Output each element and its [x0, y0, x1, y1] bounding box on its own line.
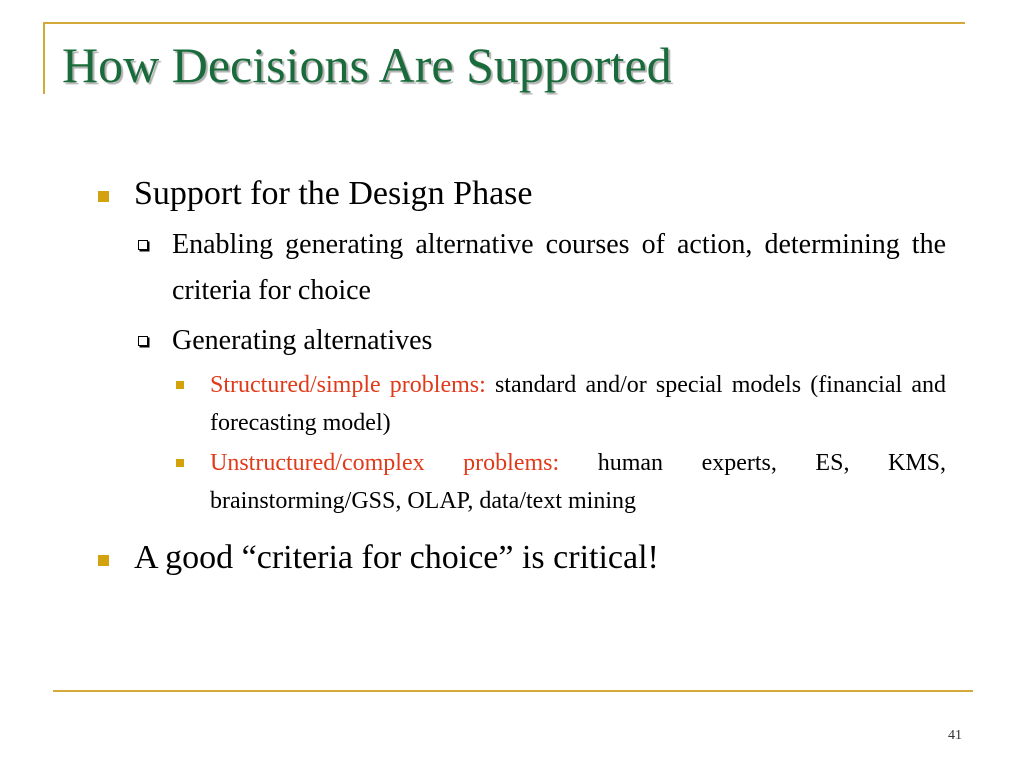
- bullet-highlight: Structured/simple problems:: [210, 372, 486, 398]
- slide-title: How Decisions Are Supported: [62, 37, 672, 93]
- square-bullet-icon: [98, 555, 109, 566]
- bullet-level3: [96, 444, 946, 520]
- square-bullet-icon: [176, 381, 184, 389]
- footer-divider: [53, 690, 973, 692]
- frame-top-line: [43, 22, 965, 24]
- bullet-text: A good “criteria for choice” is critical!: [134, 539, 659, 576]
- square-bullet-icon: [98, 191, 109, 202]
- bullet-text: human experts, ES, KMS, brainstorming/GSS, OLAP, data/text mining: [210, 450, 947, 514]
- frame-left-line: [43, 22, 45, 94]
- square-bullet-icon: [176, 459, 184, 467]
- bullet-level1: [96, 534, 946, 582]
- hollow-square-bullet-icon: [138, 336, 148, 346]
- bullet-text: Support for the Design Phase: [134, 175, 533, 212]
- bullet-level3: [96, 366, 946, 442]
- slide-content: [96, 170, 946, 582]
- bullet-level2: [96, 318, 946, 364]
- bullet-text: Enabling generating alternative courses of action, determining the criteria for choice: [172, 229, 946, 306]
- page-number: 41: [948, 728, 962, 743]
- bullet-highlight: Unstructured/complex problems:: [210, 450, 560, 476]
- hollow-square-bullet-icon: [138, 240, 148, 250]
- bullet-level1: [96, 170, 946, 218]
- bullet-level2: [96, 222, 946, 314]
- bullet-text: Generating alternatives: [172, 325, 433, 356]
- bullet-text: standard and/or special models (financial and forecasting model): [210, 372, 946, 436]
